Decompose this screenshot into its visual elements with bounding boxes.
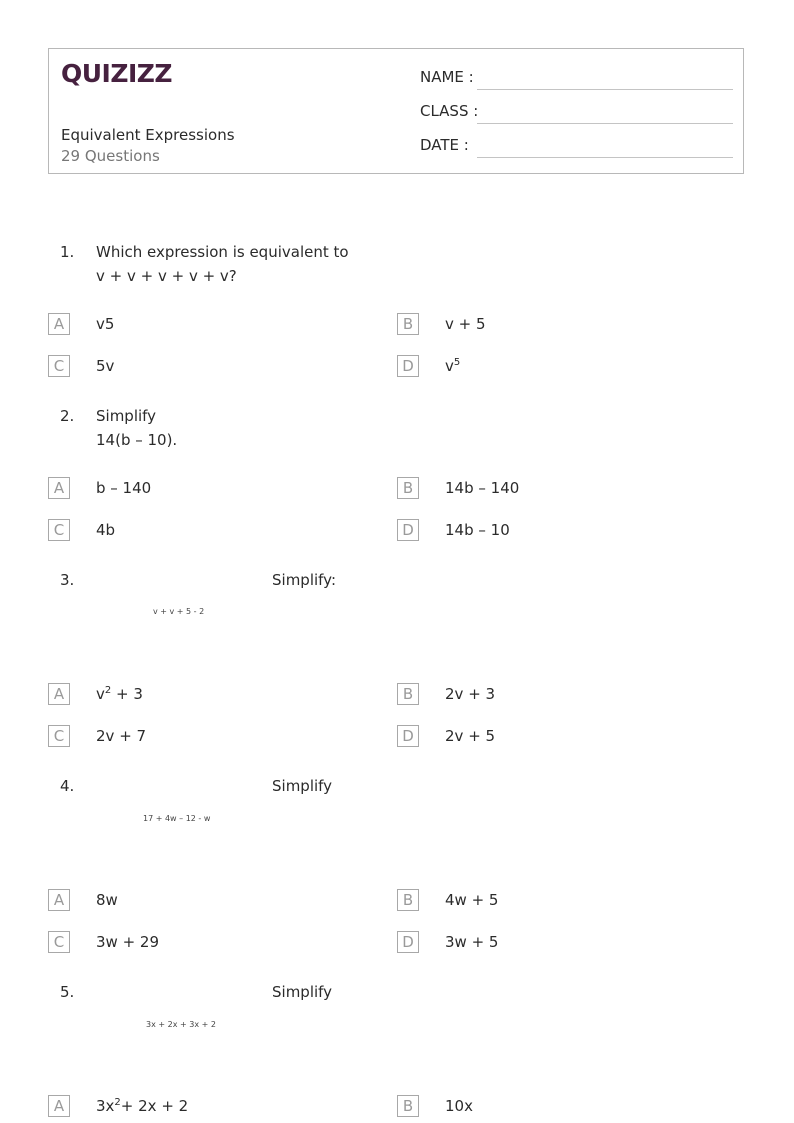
option-letter-box[interactable]: D — [397, 931, 419, 953]
worksheet-header — [48, 48, 744, 174]
question-number: 4. — [60, 777, 75, 795]
question-number: 3. — [60, 571, 75, 589]
question-line: 14(b – 10). — [96, 431, 178, 449]
option-text — [96, 1097, 188, 1115]
option-letter-box[interactable]: D — [397, 519, 419, 541]
option-letter-box[interactable]: B — [397, 313, 419, 335]
option-exponent: 2 — [104, 685, 112, 696]
question-line: v + v + v + v + v? — [96, 267, 237, 285]
question-expression: v + v + 5 - 2 — [153, 607, 205, 616]
option-text: v5 — [96, 315, 115, 333]
option-text: 3w + 5 — [445, 933, 499, 951]
question-line: Simplify — [96, 407, 157, 425]
question-text: Simplify: — [272, 571, 337, 589]
option-letter-box[interactable]: C — [48, 519, 70, 541]
question-number: 5. — [60, 983, 75, 1001]
class-label: CLASS : — [420, 102, 479, 120]
question-expression: 17 + 4w – 12 - w — [143, 814, 211, 823]
option-text: 2v + 5 — [445, 727, 496, 745]
option-text: 2v + 3 — [445, 685, 496, 703]
question-count: 29 Questions — [61, 147, 160, 165]
question-text: Simplify — [272, 983, 333, 1001]
quizizz-logo: QUIZIZZ — [61, 59, 173, 88]
option-letter-box[interactable]: B — [397, 1095, 419, 1117]
option-exponent: 2 — [114, 1097, 121, 1108]
option-text — [445, 357, 460, 375]
option-letter-box[interactable]: D — [397, 355, 419, 377]
question-text — [96, 404, 177, 452]
question-number: 1. — [60, 243, 75, 261]
question-number: 2. — [60, 407, 75, 425]
option-text: 3w + 29 — [96, 933, 160, 951]
option-text: 4b — [96, 521, 116, 539]
option-letter-box[interactable]: A — [48, 1095, 70, 1117]
option-letter-box[interactable]: C — [48, 355, 70, 377]
worksheet-title: Equivalent Expressions — [61, 126, 235, 144]
option-text: 14b – 10 — [445, 521, 510, 539]
date-label: DATE : — [420, 136, 469, 154]
option-letter-box[interactable]: C — [48, 725, 70, 747]
option-letter-box[interactable]: A — [48, 477, 70, 499]
option-text: 8w — [96, 891, 118, 909]
question-expression: 3x + 2x + 3x + 2 — [146, 1020, 216, 1029]
option-text: 14b – 140 — [445, 479, 520, 497]
class-line — [477, 123, 733, 124]
option-rest: + 3 — [111, 685, 143, 703]
option-text: v + 5 — [445, 315, 486, 333]
date-line — [477, 157, 733, 158]
option-exponent: 5 — [453, 357, 461, 368]
option-letter-box[interactable]: A — [48, 683, 70, 705]
option-rest: + 2x + 2 — [120, 1097, 189, 1115]
option-text: b – 140 — [96, 479, 152, 497]
option-text: 10x — [445, 1097, 473, 1115]
option-base: v — [445, 357, 454, 375]
option-letter-box[interactable]: C — [48, 931, 70, 953]
option-letter-box[interactable]: B — [397, 889, 419, 911]
option-text: 2v + 7 — [96, 727, 147, 745]
option-text: 5v — [96, 357, 115, 375]
option-letter-box[interactable]: A — [48, 313, 70, 335]
option-text: 4w + 5 — [445, 891, 499, 909]
option-base: v — [96, 685, 105, 703]
option-letter-box[interactable]: D — [397, 725, 419, 747]
option-letter-box[interactable]: B — [397, 477, 419, 499]
question-line: Which expression is equivalent to — [96, 243, 349, 261]
option-text — [96, 685, 143, 703]
option-letter-box[interactable]: B — [397, 683, 419, 705]
question-text — [96, 240, 349, 288]
question-text: Simplify — [272, 777, 333, 795]
name-line — [477, 89, 733, 90]
option-letter-box[interactable]: A — [48, 889, 70, 911]
name-label: NAME : — [420, 68, 474, 86]
option-base: 3x — [96, 1097, 115, 1115]
